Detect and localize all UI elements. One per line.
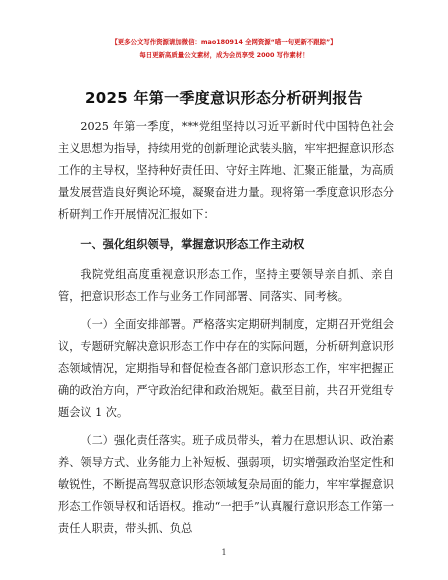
- promo-banner-line-1: 【更多公文写作资源请加微信：mao180914 全网资源“喵一句更新不跟踪”】: [111, 38, 337, 46]
- promo-banner: [0, 36, 448, 62]
- promo-banner-line-2: 每日更新高质量公文素材，成为会员享受 2000 写作素材！: [139, 51, 309, 59]
- section-heading-1: 一、强化组织领导，掌握意识形态工作主动权: [80, 238, 305, 251]
- document-body: [58, 116, 394, 540]
- page-number: 1: [221, 548, 227, 557]
- section-1-paragraph: 我院党组高度重视意识形态工作，坚持主要领导亲自抓、亲自管，把意识形态工作与业务工作同部署、同落实、同考核。: [58, 268, 394, 303]
- subsection-2-paragraph: （二）强化责任落实。班子成员带头，着力在思想认识、政治素养、领导方式、业务能力上补短板、强弱项，切实增强政治坚定性和敏锐性，不断提高驾驭意识形态领域复杂局面的能力，牢牢掌握意识形态工作领导权和话语权。推动“一把手”认真履行意识形态工作第一责任人职责，带头抓、负总: [58, 434, 394, 535]
- intro-paragraph: 2025 年第一季度，***党组坚持以习近平新时代中国特色社会主义思想为指导，持续用党的创新理论武装头脑，牢牢把握意识形态工作的主导权，坚持种好责任田、守好主阵地、汇聚正能量，为高质量发展营造良好舆论环境，凝聚奋进力量。现将第一季度意识形态分析研判工作开展情况汇报如下：: [58, 120, 394, 221]
- subsection-1-paragraph: （一）全面安排部署。严格落实定期研判制度，定期召开党组会议，专题研究解决意识形态工作中存在的实际问题，分析研判意识形态领域情况，定期指导和督促检查各部门意识形态工作，牢牢把握正确的政治方向，严守政治纪律和政治规矩。截至目前，共召开党组专题会议 1 次。: [58, 318, 394, 419]
- document-title: 2025 年第一季度意识形态分析研判报告: [85, 89, 363, 107]
